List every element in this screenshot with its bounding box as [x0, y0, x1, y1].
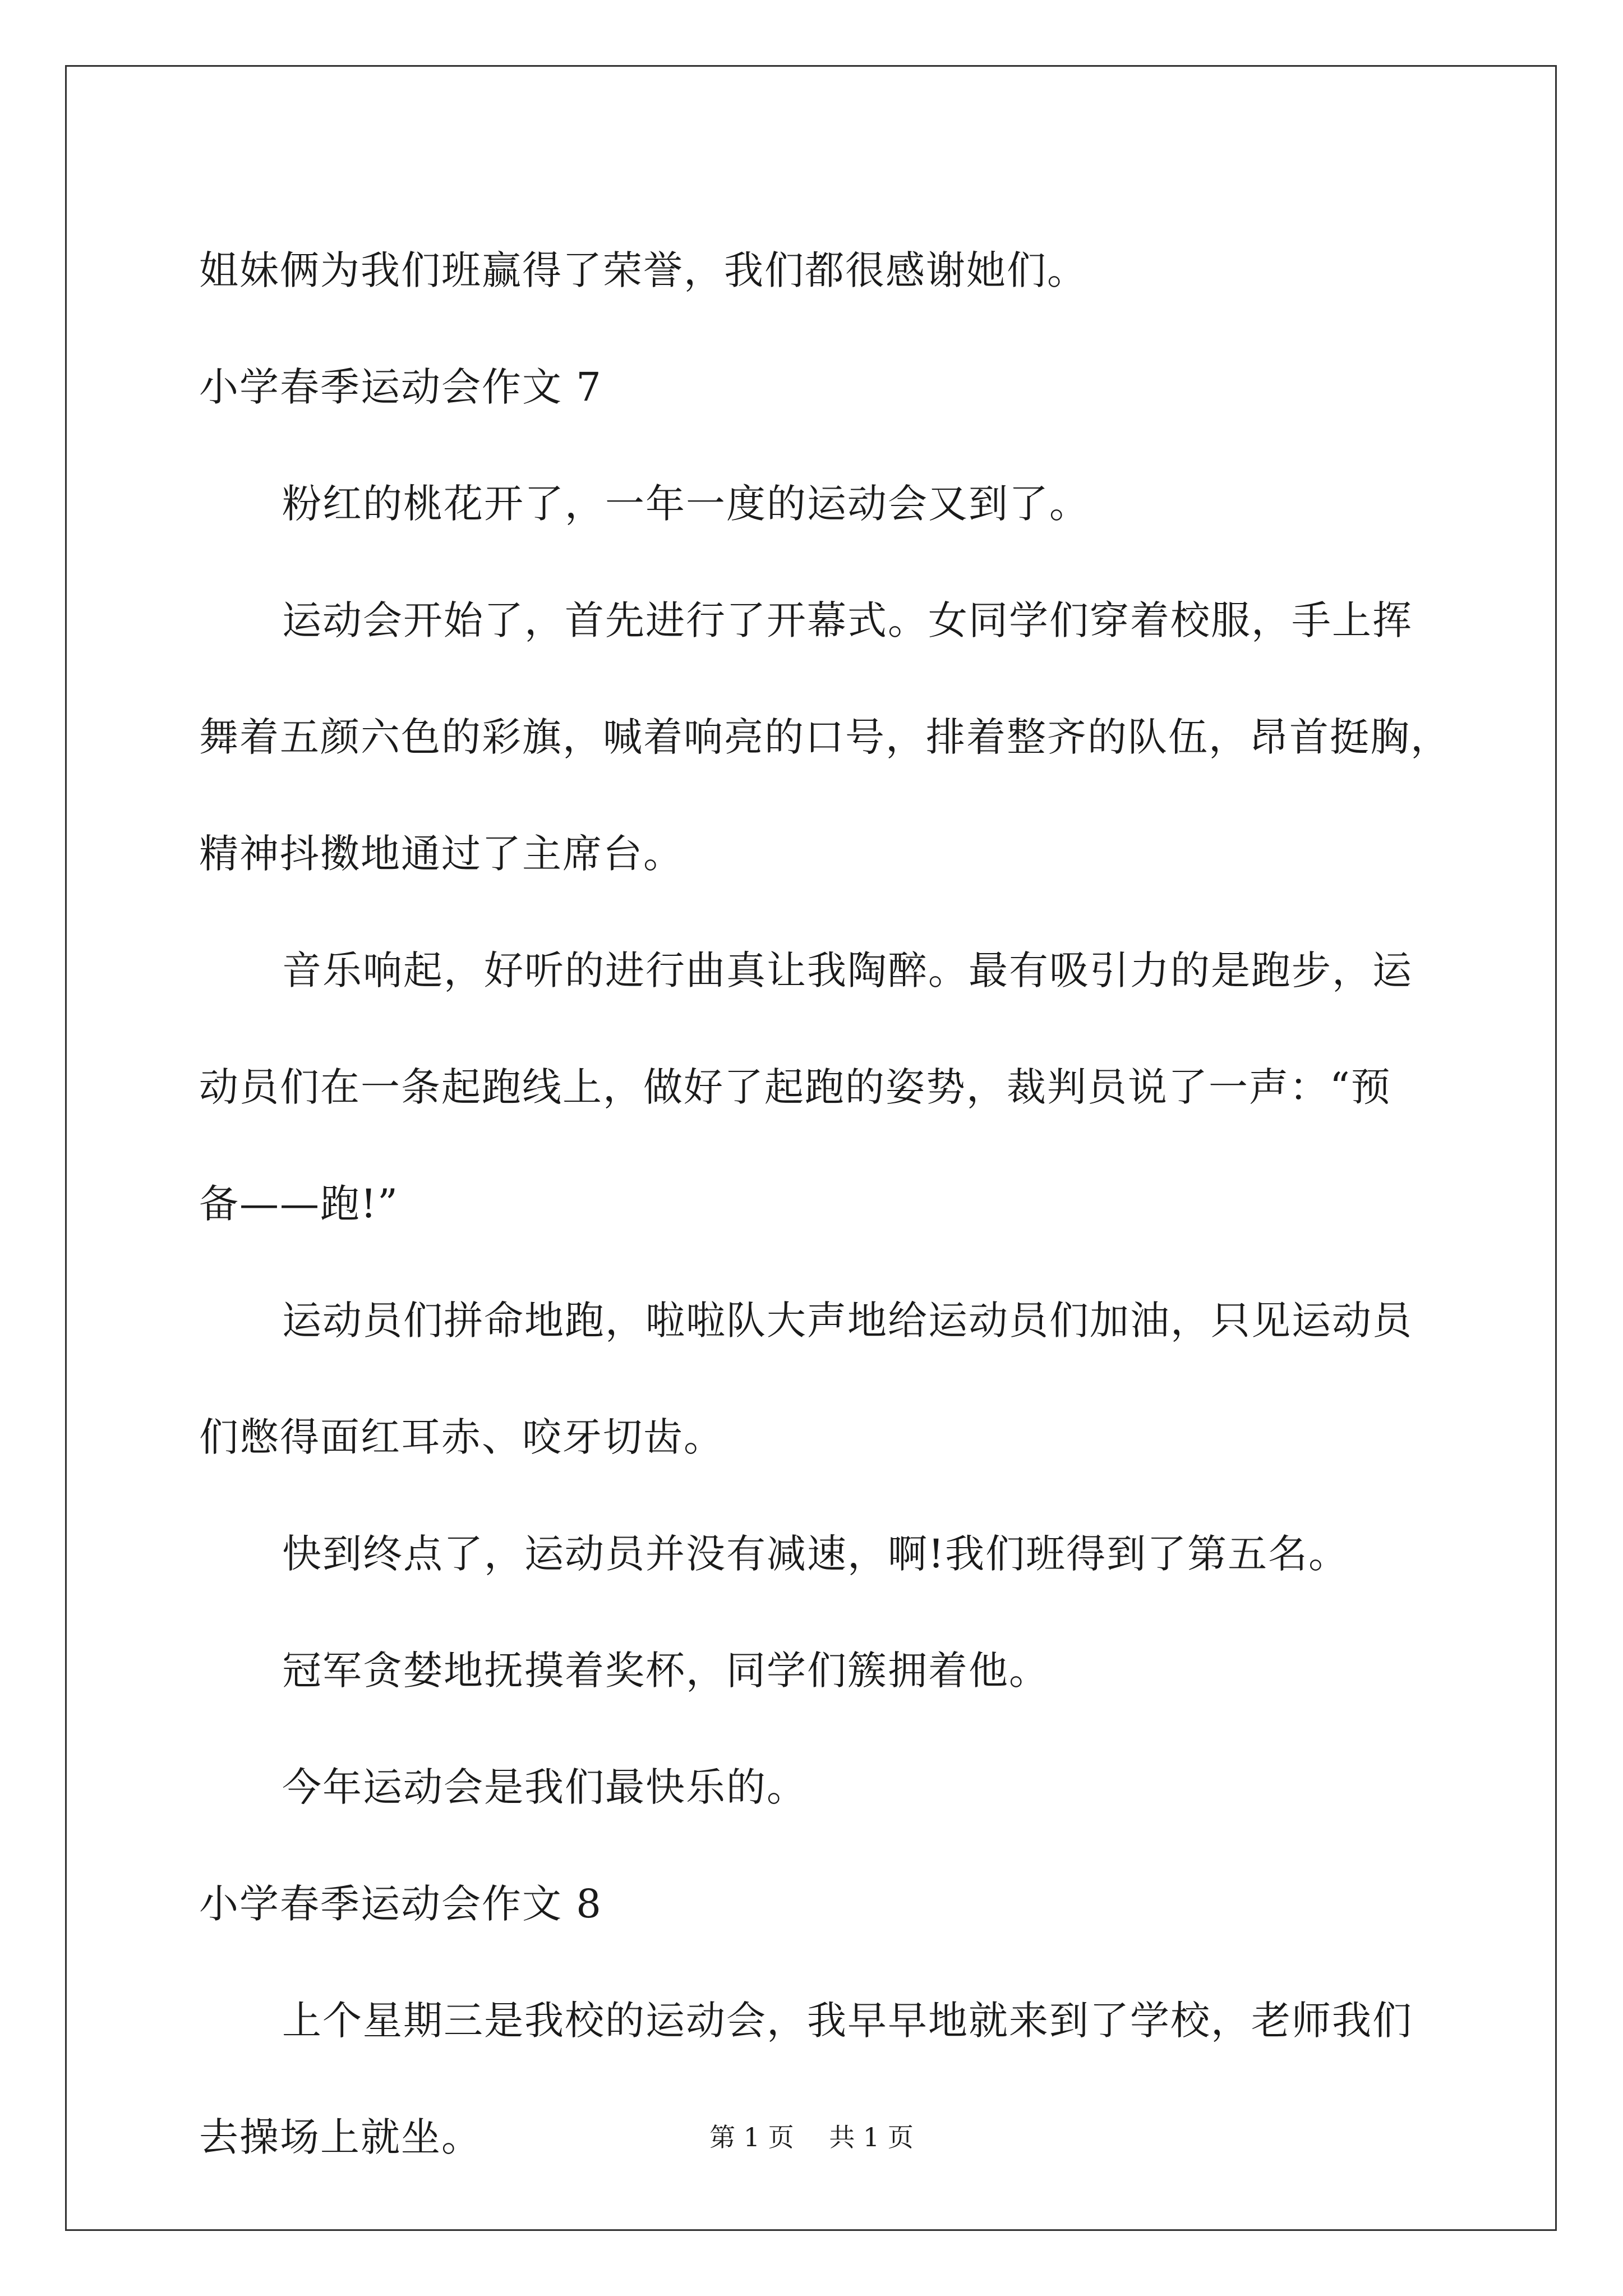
text-line-7: 音乐响起，好听的进行曲真让我陶醉。最有吸引力的是跑步，运: [282, 947, 1413, 993]
text-line-5: 舞着五颜六色的彩旗，喊着响亮的口号，排着整齐的队伍，昂首挺胸，: [199, 714, 1451, 760]
text-line-13: 冠军贪婪地抚摸着奖杯，同学们簇拥着他。: [282, 1648, 1049, 1694]
text-line-16: 上个星期三是我校的运动会，我早早地就来到了学校，老师我们: [282, 1998, 1413, 2044]
text-line-1: 姐妹俩为我们班赢得了荣誉，我们都很感谢她们。: [199, 247, 1087, 293]
text-line-11: 们憋得面红耳赤、咬牙切齿。: [199, 1414, 724, 1460]
text-line-10: 运动员们拼命地跑，啦啦队大声地给运动员们加油，只见运动员: [282, 1297, 1413, 1343]
text-line-6: 精神抖擞地通过了主席台。: [199, 831, 684, 877]
section-heading-8: 小学春季运动会作文 8: [199, 1881, 602, 1927]
text-line-4: 运动会开始了，首先进行了开幕式。女同学们穿着校服，手上挥: [282, 597, 1413, 643]
text-line-9: 备——跑!”: [199, 1181, 399, 1227]
section-heading-7: 小学春季运动会作文 7: [199, 364, 602, 410]
text-line-3: 粉红的桃花开了，一年一度的运动会又到了。: [282, 481, 1090, 527]
text-line-17: 去操场上就坐。: [199, 2114, 482, 2160]
text-line-8: 动员们在一条起跑线上，做好了起跑的姿势，裁判员说了一声：“预: [199, 1064, 1391, 1110]
page-number-total: 共 1 页: [829, 2122, 914, 2152]
page-footer: [0, 2120, 1623, 2154]
page-number-current: 第 1 页: [709, 2122, 794, 2152]
text-line-14: 今年运动会是我们最快乐的。: [282, 1764, 807, 1810]
document-body: [199, 212, 1461, 2196]
text-line-12: 快到终点了，运动员并没有减速，啊!我们班得到了第五名。: [282, 1531, 1349, 1577]
